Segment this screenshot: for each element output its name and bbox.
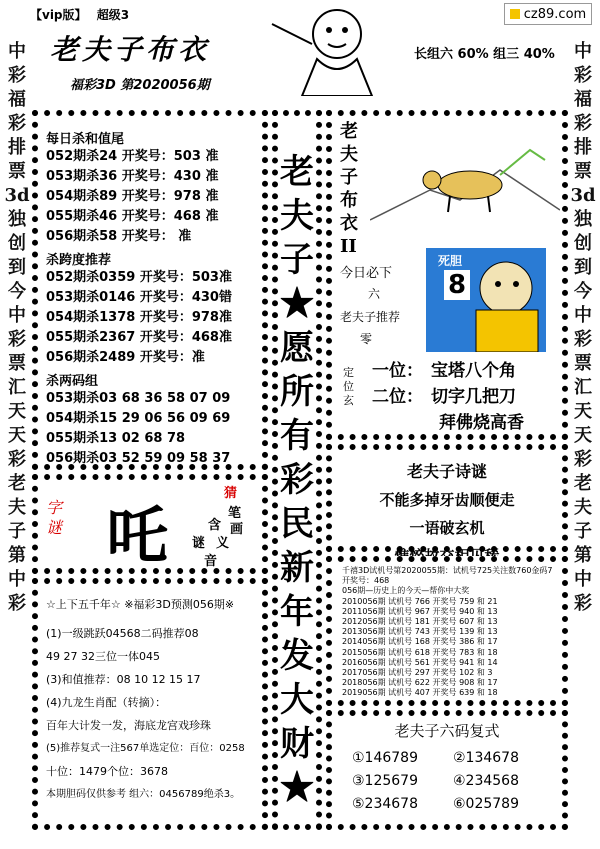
misc-title: ☆上下五千年☆ ※福彩3D预测056期※	[46, 598, 235, 611]
pair-row: 053期杀03 68 36 58 07 09	[46, 391, 231, 406]
tail-row: 053期杀36 开奖号：430 准	[46, 169, 219, 184]
super-tag: 超级3	[96, 8, 130, 22]
badge-square-icon	[510, 9, 520, 19]
trial-head: 056期—历史上的今天—帮你中大奖	[342, 586, 470, 596]
six-code-item: ②134678	[453, 750, 519, 766]
left-side-text: 中彩福彩排票3d独创到今中彩票汇天天彩老夫子第中彩	[4, 41, 30, 614]
pair-row: 054期杀15 29 06 56 09 69	[46, 411, 231, 426]
trial-row: 2014056期 试机号 168 开奖号 386 和 17	[342, 637, 498, 647]
trial-row: 2017056期 试机号 297 开奖号 102 和 3	[342, 668, 493, 678]
tail-row: 055期杀46 开奖号：468 准	[46, 209, 219, 224]
right-side-text: 中彩福彩排票3d独创到今中彩票汇天天彩老夫子第中彩	[570, 41, 596, 614]
dead-value: 8	[444, 270, 470, 300]
trial-row: 2015056期 试机号 618 开奖号 783 和 18	[342, 647, 498, 657]
trial-head: 开奖号：468	[342, 576, 390, 586]
span-section-title: 杀跨度推荐	[46, 253, 112, 268]
tail-row: 052期杀24 开奖号：503 准	[46, 149, 219, 164]
dead-label: 死胆	[438, 254, 463, 268]
misc-line: (3)和值推荐：08 10 12 15 17	[46, 673, 201, 686]
tail-section-title: 每日杀和值尾	[46, 132, 125, 147]
six-code-title: 老夫子六码复式	[394, 722, 500, 740]
site-url: cz89.com	[523, 6, 587, 22]
kill-panel	[32, 110, 268, 470]
misc-line: 十位：1479个位：3678	[46, 765, 168, 778]
trial-row: 2013056期 试机号 743 开奖号 139 和 13	[342, 627, 498, 637]
six-code-item: ⑤234678	[352, 796, 418, 812]
pair-row: 056期杀03 52 59 09 58 37	[46, 451, 231, 466]
position-label: 定位玄	[343, 366, 354, 407]
misc-line: 49 27 32三位一体045	[46, 650, 160, 663]
today-value: 六	[368, 287, 381, 301]
trial-row: 2019056期 试机号 407 开奖号 639 和 18	[342, 688, 498, 698]
cartoon-title: 老夫子布衣II	[340, 121, 358, 257]
trial-row: 2018056期 试机号 622 开奖号 908 和 17	[342, 678, 498, 688]
span-row: 053期杀0146 开奖号：430错	[46, 290, 232, 305]
riddle-char: 吒	[106, 499, 169, 572]
span-row: 055期杀2367 开奖号：468准	[46, 330, 232, 345]
header-right-text: 长组六 60% 组三 40%	[414, 47, 555, 62]
position-row: 二位： 切字几把刀	[372, 387, 516, 407]
issue-title: 福彩3D 第2020056期	[70, 78, 210, 93]
ox-cartoon-figure	[370, 130, 560, 230]
tail-row: 056期杀58 开奖号： 准	[46, 229, 192, 244]
misc-line: 百年大计发一发，海底龙宫戏珍珠	[46, 719, 211, 732]
vertical-slogan: 老夫子★愿所有彩民新年发大财★	[280, 152, 314, 808]
pair-row: 055期杀13 02 68 78	[46, 431, 186, 446]
positions	[372, 358, 524, 436]
six-code-item: ①146789	[352, 750, 418, 766]
six-code-item: ③125679	[352, 773, 418, 789]
tail-row: 054期杀89 开奖号：978 准	[46, 189, 219, 204]
riddle-seal: 字谜	[46, 498, 63, 537]
trial-row: 2016056期 试机号 561 开奖号 941 和 14	[342, 657, 498, 667]
cartoon-header-figure	[262, 4, 412, 96]
recommend-label: 老夫子推荐	[340, 310, 401, 324]
pair-section-title: 杀两码组	[46, 374, 99, 389]
misc-line: (1)一级跳跃04568二码推荐08	[46, 627, 199, 640]
misc-line: (4)九龙生肖配（转摘）：	[46, 696, 167, 709]
trial-row: 2012056期 试机号 181 开奖号 607 和 13	[342, 617, 498, 627]
trial-row: 2010056期 试机号 766 开奖号 759 和 21	[342, 596, 498, 606]
position-row: 拜佛烧高香	[439, 413, 524, 433]
span-row: 056期杀2489 开奖号：准	[46, 350, 205, 365]
poem-title: 老夫子诗谜	[406, 462, 487, 481]
poem-line: 不能多掉牙齿顺便走	[379, 491, 515, 509]
misc-line: (5)推荐复式一注567单选定位：百位：0258	[46, 743, 245, 754]
tail-rows	[46, 147, 254, 247]
trial-panel	[326, 556, 568, 706]
today-label: 今日必下	[340, 266, 393, 281]
six-code-item: ⑥025789	[453, 796, 519, 812]
six-code-item: ④234568	[453, 773, 519, 789]
misc-line: 本期胆码仅供参考 组六：0456789绝杀3。	[46, 789, 241, 800]
site-badge[interactable]	[504, 3, 592, 25]
poem-panel	[326, 444, 568, 552]
riddle-small: 猜 笔 画 含 谜 义 音	[192, 486, 244, 569]
six-code-panel	[326, 710, 568, 830]
recommend-value: 零	[360, 332, 373, 346]
misc-panel	[32, 578, 268, 830]
page-title: 老夫子布衣	[50, 33, 211, 66]
poem-line: 一语破玄机	[409, 519, 485, 537]
span-row: 054期杀1378 开奖号：978准	[46, 310, 232, 325]
span-row: 052期杀0359 开奖号：503准	[46, 270, 232, 285]
trial-head: 千禧3D试机号第2020055期：试机号725关注数760金码7	[342, 566, 553, 575]
trial-row: 2011056期 试机号 967 开奖号 940 和 13	[342, 606, 498, 616]
position-row: 一位： 宝塔八个角	[372, 361, 516, 381]
vip-tag: 【vip版】	[30, 8, 87, 22]
